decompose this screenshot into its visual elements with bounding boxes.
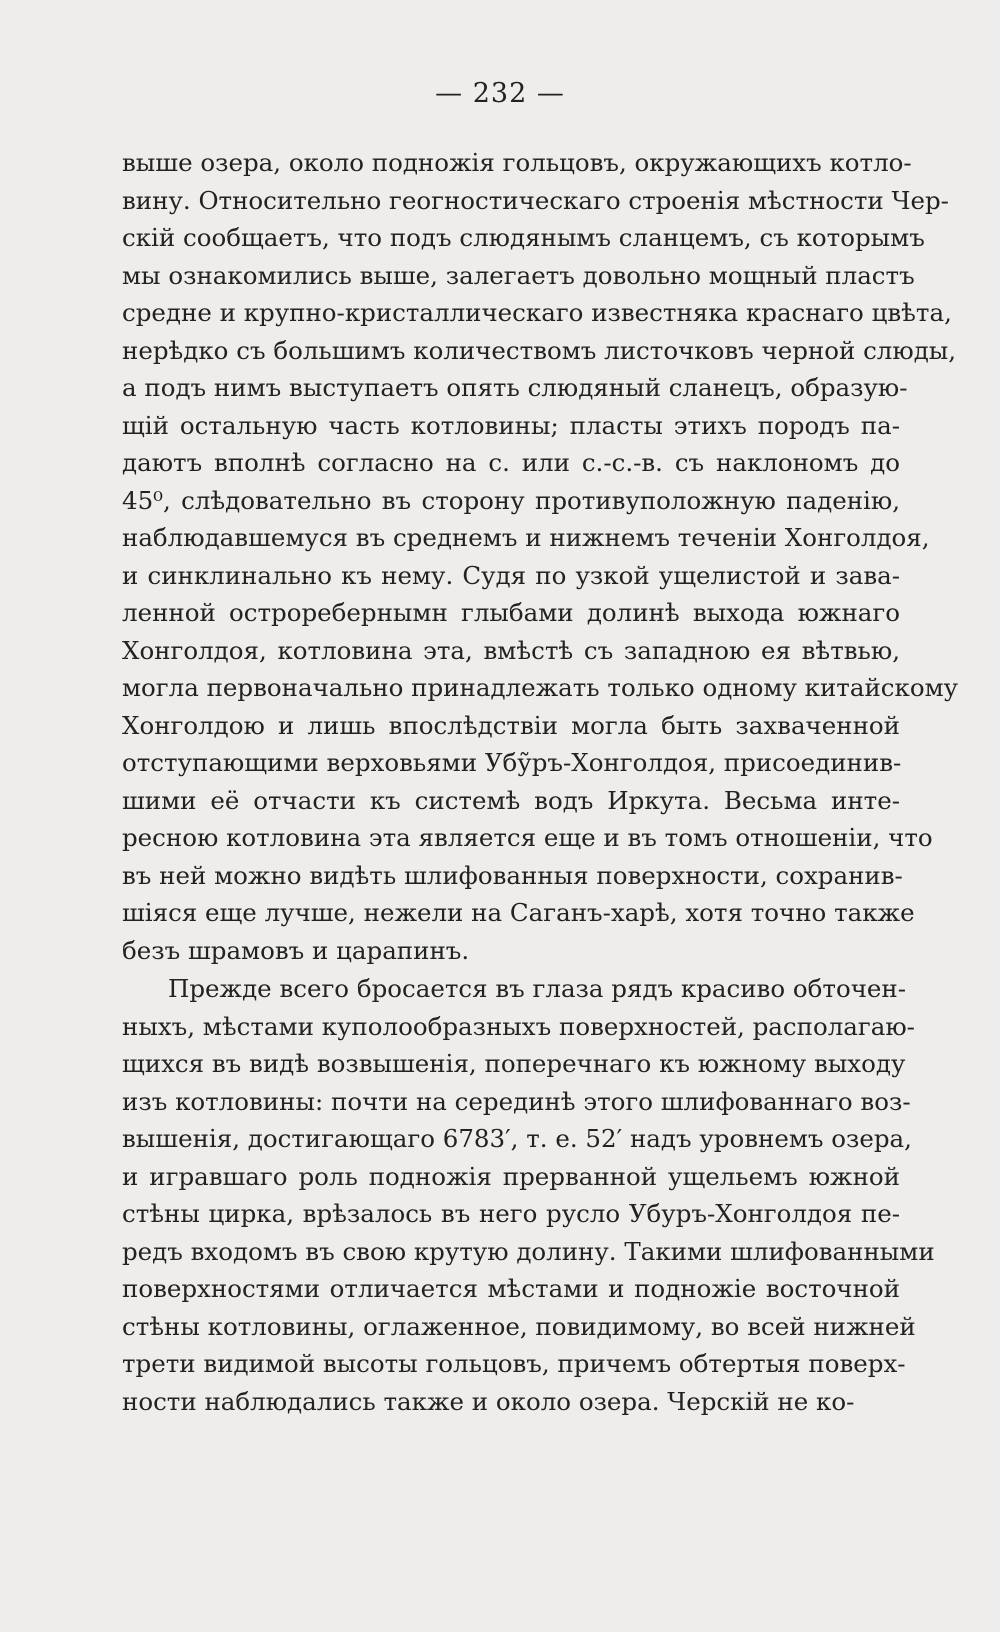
text-line: вину. Относительно геогностическаго строенія мѣстности Чер- [122,185,949,215]
text-line: а подъ нимъ выступаетъ опять слюдяный сланецъ, образую- [122,373,908,402]
text-line: отступающими верховьями Убу̃ръ-Хонголдоя, присоединив- [122,748,902,777]
text-line: ности наблюдались также и около озера. Черскій не ко- [122,1386,855,1416]
text-line: 45⁰, слѣдовательно въ сторону противуположную паденію, [122,485,900,515]
text-line: могла первоначально принадлежать только одному китайскому [122,673,959,702]
text-line: шіяся еще лучше, нежели на Саганъ-харѣ, хотя точно также [122,898,915,927]
text-line: ресною котловина эта является еще и въ томъ отношеніи, что [122,823,933,852]
text-line: шими её отчасти къ системѣ водъ Иркута. Весьма инте- [122,785,900,815]
text-line: безъ шрамовъ и царапинъ. [122,935,470,965]
text-line: средне и крупно-кристаллическаго известняка краснаго цвѣта, [122,298,952,327]
text-line: вышенія, достигающаго 6783′, т. е. 52′ надъ уровнемъ озера, [122,1124,912,1153]
text-line: поверхностями отличается мѣстами и подножіе восточной [122,1274,900,1303]
text-line: и игравшаго роль подножія прерванной ущельемъ южной [122,1161,900,1191]
paragraph-1 [122,144,959,969]
text-line: Хонголдоя, котловина эта, вмѣстѣ съ западною ея вѣтвью, [122,635,900,665]
page-number: — 232 — [435,78,565,109]
text-line: щій остальную часть котловины; пласты этихъ породъ па- [122,410,900,440]
text-line: стѣны цирка, врѣзалось въ него русло Убуръ-Хонголдоя пе- [122,1199,900,1228]
text-line: даютъ вполнѣ согласно на с. или с.-с.-в. съ наклономъ до [122,448,900,477]
text-line: и синклинально къ нему. Судя по узкой ущелистой и зава- [122,560,900,590]
text-line: щихся въ видѣ возвышенія, поперечнаго къ южному выходу [122,1049,906,1078]
text-line: Хонголдою и лишь впослѣдствіи могла быть захваченной [122,710,900,740]
text-line: Прежде всего бросается въ глаза рядъ красиво обточен- [168,974,907,1003]
text-line: трети видимой высоты гольцовъ, причемъ обтертыя поверх- [122,1349,906,1378]
paragraph-2 [122,970,935,1420]
text-line: ныхъ, мѣстами куполообразныхъ поверхностей, располагаю- [122,1011,915,1041]
text-line: изъ котловины: почти на серединѣ этого шлифованнаго воз- [122,1086,911,1116]
text-line: въ ней можно видѣть шлифованныя поверхности, сохранив- [122,860,903,890]
text-line: выше озера, около подножія гольцовъ, окружающихъ котло- [122,148,912,177]
text-line: ленной остроребернымн глыбами долинѣ выхода южнаго [122,598,900,627]
text-line: мы ознакомились выше, залегаетъ довольно мощный пластъ [122,260,915,290]
text-line: редъ входомъ въ свою крутую долину. Такими шлифованными [122,1236,935,1266]
text-line: наблюдавшемуся въ среднемъ и нижнемъ теченіи Хонголдоя, [122,523,930,552]
text-line: стѣны котловины, оглаженное, повидимому, во всей нижней [122,1311,916,1341]
text-line: скій сообщаетъ, что подъ слюдянымъ сланцемъ, съ которымъ [122,223,925,252]
text-line: нерѣдко съ большимъ количествомъ листочковъ черной слюды, [122,335,957,365]
